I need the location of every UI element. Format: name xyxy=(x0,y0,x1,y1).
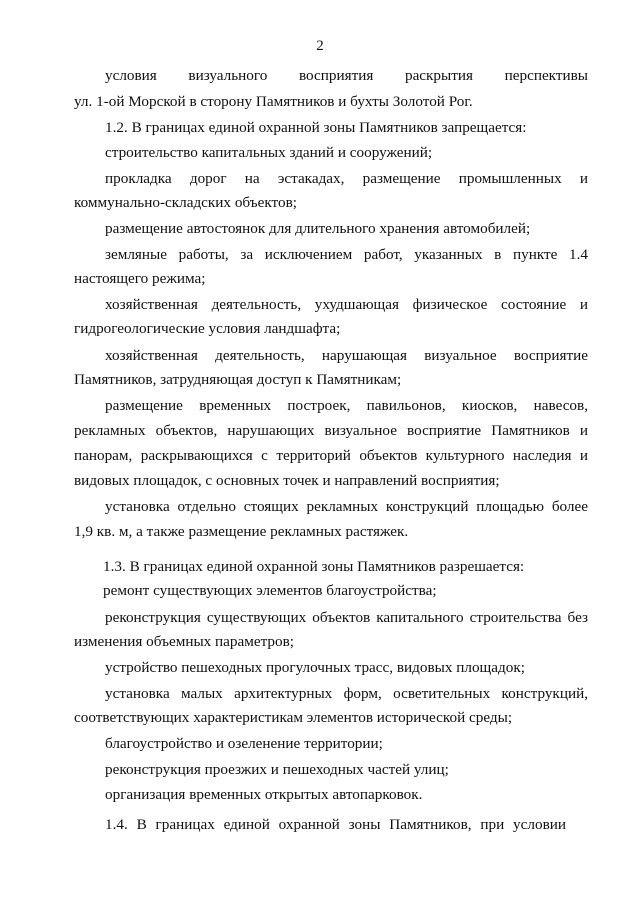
text-line: ремонт существующих элементов благоустройства; xyxy=(103,582,437,599)
text-line: организация временных открытых автопарковок. xyxy=(105,786,423,803)
text-line: прокладка дорог на эстакадах, размещение промышленных и xyxy=(105,170,588,187)
text-line: хозяйственная деятельность, ухудшающая физическое состояние и xyxy=(105,296,588,313)
text-line: ул. 1-ой Морской в сторону Памятников и бухты Золотой Рог. xyxy=(74,93,473,110)
text-line: панорам, раскрывающихся с территорий объектов культурного наследия и xyxy=(74,447,588,464)
text-line: устройство пешеходных прогулочных трасс, видовых площадок; xyxy=(105,659,525,676)
text-line: изменения объемных параметров; xyxy=(74,633,294,650)
text-line: земляные работы, за исключением работ, указанных в пункте 1.4 xyxy=(105,246,588,263)
text-line: Памятников, затрудняющая доступ к Памятникам; xyxy=(74,371,402,388)
text-line: хозяйственная деятельность, нарушающая визуальное восприятие xyxy=(105,347,588,364)
text-line: благоустройство и озеленение территории; xyxy=(105,735,383,752)
text-line: видовых площадок, с основных точек и направлений восприятия; xyxy=(74,472,500,489)
text-line: установка малых архитектурных форм, осветительных конструкций, xyxy=(105,685,588,702)
page-number: 2 xyxy=(316,38,324,54)
text-line: 1.4. В границах единой охранной зоны Памятников, при условии xyxy=(105,816,566,833)
text-line: гидрогеологические условия ландшафта; xyxy=(74,320,341,337)
text-line: 1,9 кв. м, а также размещение рекламных растяжек. xyxy=(74,523,409,540)
text-line: размещение временных построек, павильонов, киосков, навесов, xyxy=(105,397,588,414)
text-line: 1.3. В границах единой охранной зоны Памятников разрешается: xyxy=(103,558,525,575)
text-line: коммунально-складских объектов; xyxy=(74,194,297,211)
text-line: установка отдельно стоящих рекламных конструкций площадью более xyxy=(105,498,588,515)
text-line: реконструкция существующих объектов капитального строительства без xyxy=(105,609,588,626)
text-line: 1.2. В границах единой охранной зоны Памятников запрещается: xyxy=(105,119,527,136)
text-line: реконструкция проезжих и пешеходных частей улиц; xyxy=(105,761,449,778)
text-line: строительство капитальных зданий и сооружений; xyxy=(105,144,433,161)
text-line: рекламных объектов, нарушающих визуальное восприятие Памятников и xyxy=(74,422,588,439)
text-line: размещение автостоянок для длительного хранения автомобилей; xyxy=(105,220,531,237)
text-line: условия визуального восприятия раскрытия перспективы xyxy=(105,67,588,84)
text-line: настоящего режима; xyxy=(74,270,206,287)
text-line: соответствующих характеристикам элементов исторической среды; xyxy=(74,709,513,726)
